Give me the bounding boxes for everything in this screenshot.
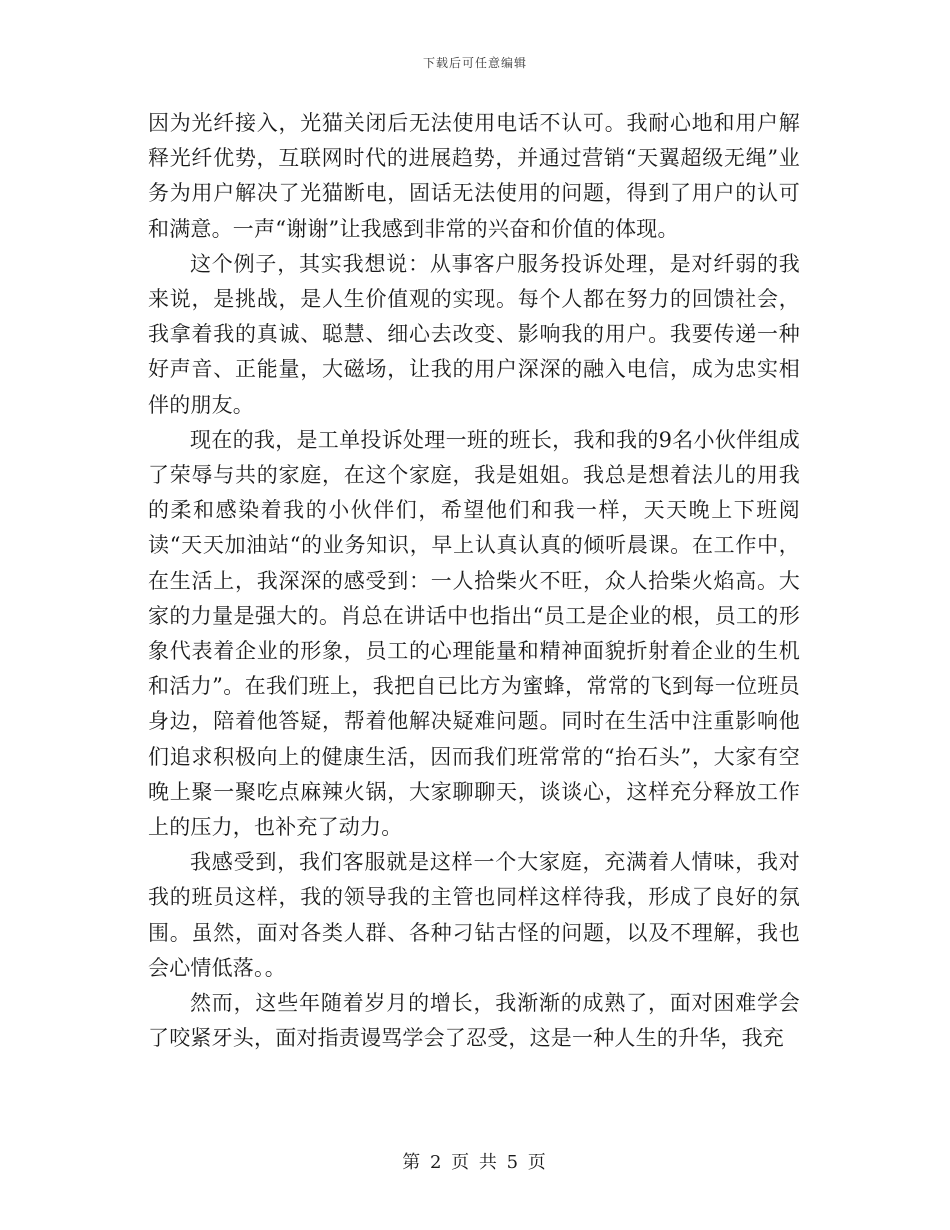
document-body (148, 106, 800, 1056)
page-footer: 第 2 页 共 5 页 (402, 1152, 548, 1173)
paragraph-3: 现在的我，是工单投诉处理一班的班长，我和我的9名小伙伴组成了荣辱与共的家庭，在这个家庭，我是姐姐。我总是想着法儿的用我的柔和感染着我的小伙伴们，希望他们和我一样，天天晚上下班阅读“天天加油站“的业务知识，早上认真认真的倾听晨课。在工作中，在生活上，我深深的感受到：一人拾柴火不旺，众人拾柴火焰高。大家的力量是强大的。肖总在讲话中也指出“员工是企业的根，员工的形象代表着企业的形象，员工的心理能量和精神面貌折射着企业的生机和活力”。在我们班上，我把自已比方为蜜蜂，常常的飞到每一位班员身边，陪着他答疑，帮着他解决疑难问题。同时在生活中注重影响他们追求积极向上的健康生活，因而我们班常常的“抬石头”，大家有空晚上聚一聚吃点麻辣火锅，大家聊聊天，谈谈心，这样充分释放工作上的压力，也补充了动力。 (148, 427, 800, 840)
page-header: 下载后可任意编辑 (422, 56, 527, 70)
paragraph-4: 我感受到，我们客服就是这样一个大家庭，充满着人情味，我对我的班员这样，我的领导我的主管也同样这样待我，形成了良好的氛围。虽然，面对各类人群、各种刁钻古怪的问题，以及不理解，我也会心情低落。。 (148, 850, 800, 980)
paragraph-5: 然而，这些年随着岁月的增长，我渐渐的成熟了，面对困难学会了咬紧牙头，面对指责谩骂学会了忍受，这是一种人生的升华，我充 (148, 991, 800, 1051)
paragraph-2: 这个例子，其实我想说：从事客户服务投诉处理，是对纤弱的我来说，是挑战，是人生价值观的实现。每个人都在努力的回馈社会，我拿着我的真诚、聪慧、细心去改变、影响我的用户。我要传递一种好声音、正能量，大磁场，让我的用户深深的融入电信，成为忠实相伴的朋友。 (148, 251, 800, 417)
paragraph-1: 因为光纤接入，光猫关闭后无法使用电话不认可。我耐心地和用户解释光纤优势，互联网时代的进展趋势，并通过营销“天翼超级无绳”业务为用户解决了光猫断电，固话无法使用的问题，得到了用户的认可和满意。一声“谢谢”让我感到非常的兴奋和价值的体现。 (148, 111, 800, 241)
